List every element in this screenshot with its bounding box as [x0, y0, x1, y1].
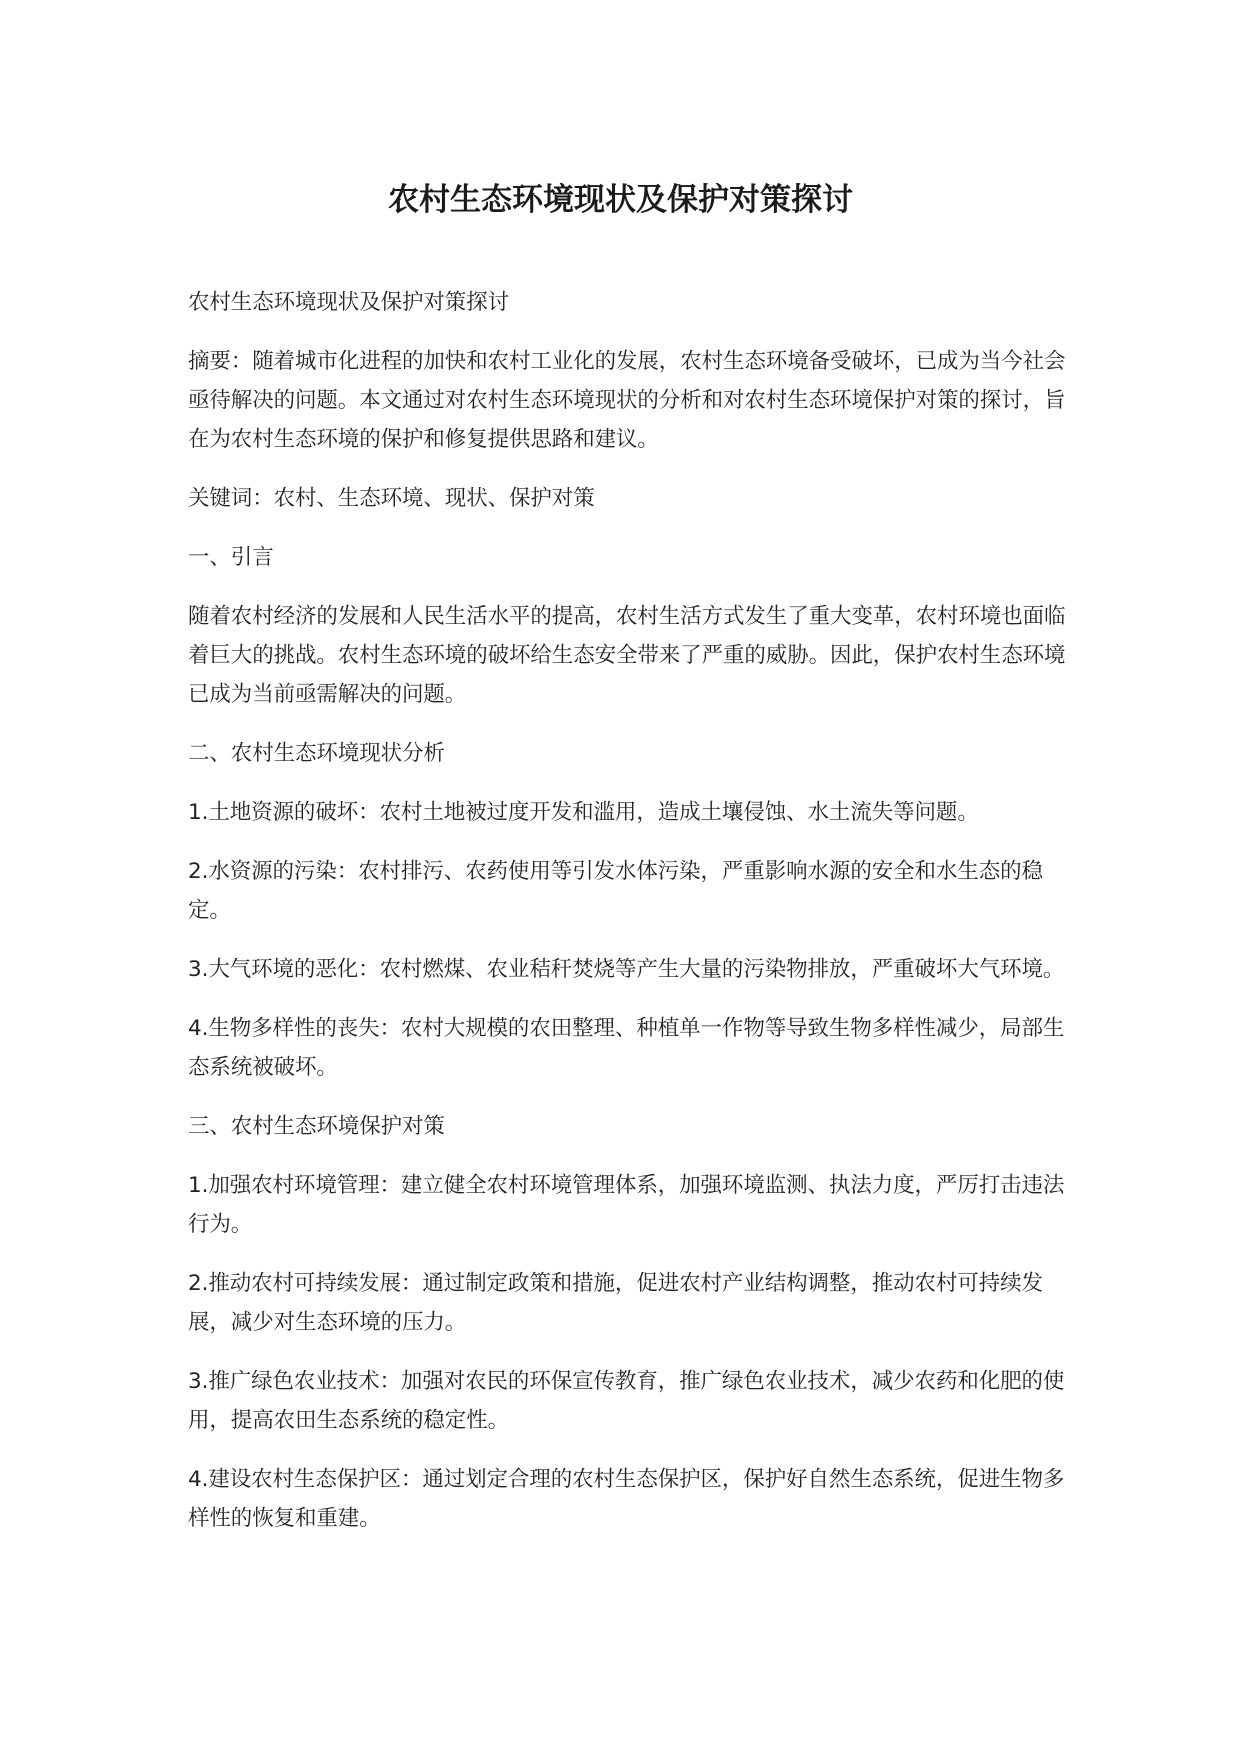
- introduction-paragraph: 随着农村经济的发展和人民生活水平的提高，农村生活方式发生了重大变革，农村环境也面临着巨大的挑战。农村生态环境的破坏给生态安全带来了严重的威胁。因此，保护农村生态环境已成为当前亟需解决的问题。: [188, 604, 1066, 707]
- analysis-item-2: 2.水资源的污染：农村排污、农药使用等引发水体污染，严重影响水源的安全和水生态的稳定。: [188, 859, 1043, 923]
- countermeasure-item-2: 2.推动农村可持续发展：通过制定政策和措施，促进农村产业结构调整，推动农村可持续发展，减少对生态环境的压力。: [188, 1271, 1043, 1335]
- abstract-paragraph: 摘要：随着城市化进程的加快和农村工业化的发展，农村生态环境备受破坏，已成为当今社会亟待解决的问题。本文通过对农村生态环境现状的分析和对农村生态环境保护对策的探讨，旨在为农村生态环境的保护和修复提供思路和建议。: [188, 349, 1066, 452]
- document-title: 农村生态环境现状及保护对策探讨: [388, 182, 853, 218]
- section-heading-introduction: 一、引言: [188, 545, 274, 570]
- analysis-item-3: 3.大气环境的恶化：农村燃煤、农业秸秆焚烧等产生大量的污染物排放，严重破坏大气环境。: [188, 957, 1065, 982]
- keywords-paragraph: 关键词：农村、生态环境、现状、保护对策: [188, 486, 595, 511]
- section-heading-analysis: 二、农村生态环境现状分析: [188, 741, 445, 766]
- section-heading-countermeasures: 三、农村生态环境保护对策: [188, 1114, 445, 1139]
- analysis-item-4: 4.生物多样性的丧失：农村大规模的农田整理、种植单一作物等导致生物多样性减少，局部生态系统被破坏。: [188, 1016, 1065, 1080]
- countermeasure-item-1: 1.加强农村环境管理：建立健全农村环境管理体系，加强环境监测、执法力度，严厉打击违法行为。: [188, 1173, 1065, 1237]
- analysis-item-1: 1.土地资源的破坏：农村土地被过度开发和滥用，造成土壤侵蚀、水土流失等问题。: [188, 800, 979, 825]
- subtitle-paragraph: 农村生态环境现状及保护对策探讨: [188, 290, 510, 315]
- countermeasure-item-4: 4.建设农村生态保护区：通过划定合理的农村生态保护区，保护好自然生态系统，促进生物多样性的恢复和重建。: [188, 1467, 1065, 1531]
- document-body: [188, 283, 1072, 1558]
- countermeasure-item-3: 3.推广绿色农业技术：加强对农民的环保宣传教育，推广绿色农业技术，减少农药和化肥的使用，提高农田生态系统的稳定性。: [188, 1369, 1065, 1433]
